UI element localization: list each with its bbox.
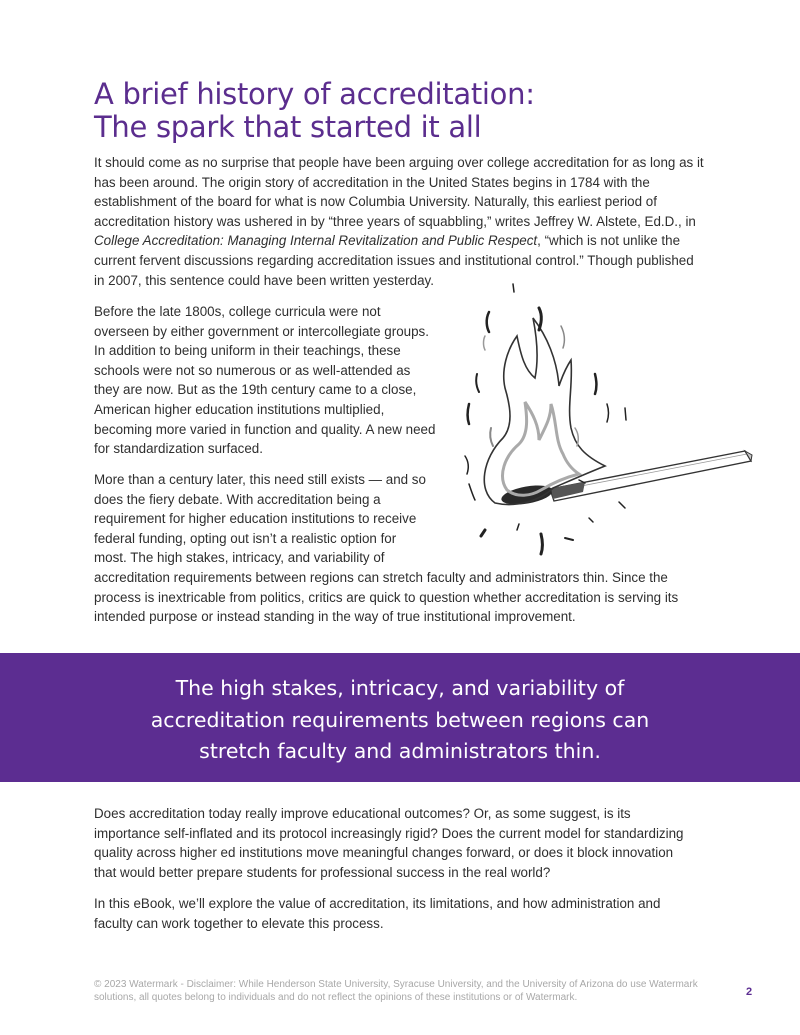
- spark-strokes: [465, 284, 626, 554]
- burning-match-icon: [455, 278, 755, 568]
- debate-text-a: More than a century later, this need still exists — and so does the fiery debate. With accreditation being a requirement for higher education institutions to receive federal funding, opting out isn’t a realistic option for most. The high stakes, intricacy, and variability of: [94, 472, 426, 566]
- history-paragraph: Before the late 1800s, college curricula were not overseen by either government or intercollegiate groups. In addition to being uniform in their teachings, these schools were not so numerous or as well-attended as they are now. But as the 19th century came to a close, American higher education institutions multiplied, becoming more varied in function and quality. A new need for standardization surfaced.: [94, 304, 436, 457]
- questions-paragraph: Does accreditation today really improve educational outcomes? Or, as some suggest, is its importance self-inflated and its protocol increasingly rigid? Does the current model for standardizing quality across higher ed institutions move meaningful changes forward, or does it block innovation that would better prepare students for professional success in the real world?: [94, 806, 684, 880]
- book-title: College Accreditation: Managing Internal Revitalization and Public Respect: [94, 233, 538, 249]
- ebook-summary-paragraph: In this eBook, we’ll explore the value of accreditation, its limitations, and how administration and faculty can work together to elevate this process.: [94, 896, 661, 931]
- page-number: 2: [746, 986, 753, 998]
- intro-paragraph: [94, 153, 704, 290]
- intro-text-a: It should come as no surprise that people have been arguing over college accreditation for as long as it has been around. The origin story of accreditation in the United States begins in 1784 with the establishment of the board for what is now Columbia University. Naturally, this earliest period of accreditation history was ushered in by “three years of squabbling,” writes Jeffrey W. Alstete, Ed.D., in: [94, 155, 704, 229]
- pull-quote-line-2: accreditation requirements between regions can: [150, 707, 650, 732]
- pull-quote-line-1: The high stakes, intricacy, and variability of: [175, 676, 625, 700]
- page-title: [94, 78, 535, 144]
- footer-disclaimer: © 2023 Watermark - Disclaimer: While Henderson State University, Syracuse University, and the University of Arizona do use Watermark solutions, all quotes belong to individuals and do not reflect the opinions of these institutions or of Watermark.: [94, 979, 698, 1003]
- pull-quote: [0, 673, 800, 768]
- pull-quote-line-3: stretch faculty and administrators thin.: [199, 739, 601, 763]
- intro-text-b: , “which is not unlike the current fervent discussions regarding accreditation issues and institutional control.” Though published in 2007, this sentence could have been written yesterday.: [94, 233, 694, 288]
- debate-text-b: accreditation requirements between regions can stretch faculty and administrators thin. Since the process is inextricable from politics, critics are quick to question whether accreditation is serving its intended purpose or instead standing in the way of true institutional improvement.: [94, 569, 679, 625]
- title-line-1: A brief history of accreditation:: [94, 77, 535, 111]
- title-line-2: The spark that started it all: [94, 110, 482, 144]
